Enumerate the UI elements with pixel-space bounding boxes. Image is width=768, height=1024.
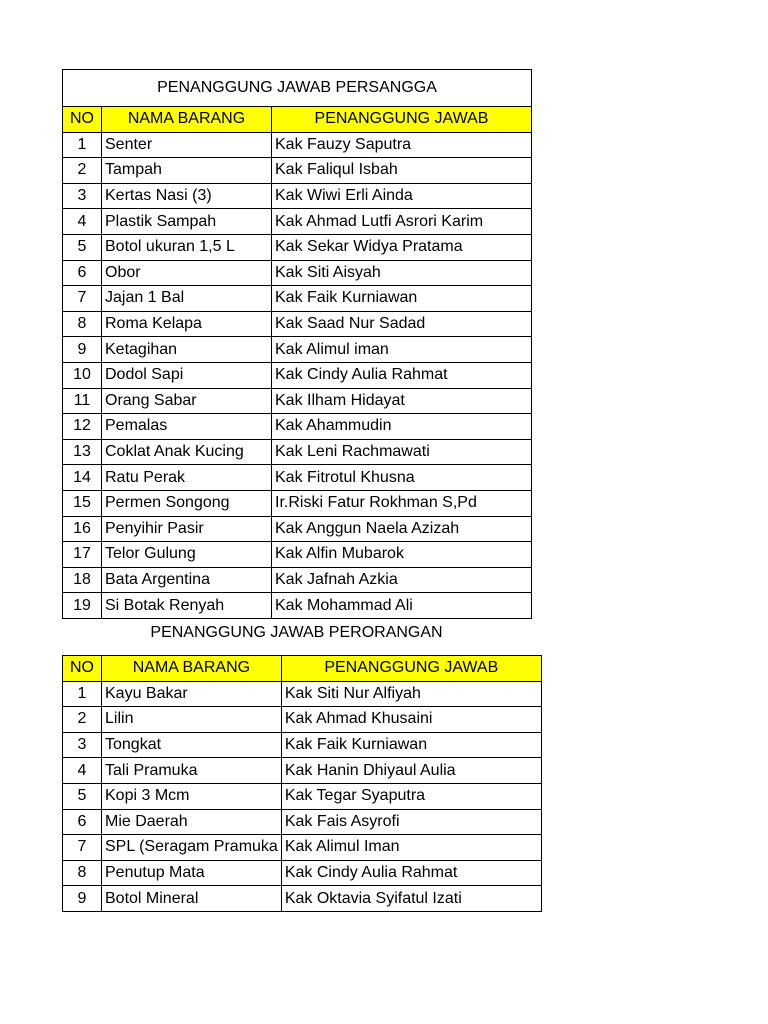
header-no: NO [63,107,102,133]
item-cell: Si Botak Renyah [102,593,272,619]
no-cell: 1 [63,132,102,158]
table-row [63,681,542,707]
item-cell: Lilin [102,707,282,733]
no-cell: 13 [63,439,102,465]
no-cell: 7 [63,286,102,312]
table-row [63,835,542,861]
pic-cell: Kak Ilham Hidayat [272,388,532,414]
no-cell: 2 [63,158,102,184]
no-cell: 8 [63,860,102,886]
header-item: NAMA BARANG [102,107,272,133]
table-row [63,260,532,286]
table-row [63,758,542,784]
table-row [63,286,532,312]
item-cell: Tali Pramuka [102,758,282,784]
pic-cell: Kak Alimul Iman [281,835,541,861]
no-cell: 10 [63,362,102,388]
table-row [63,542,532,568]
table-row [63,490,532,516]
header-pic: PENANGGUNG JAWAB [272,107,532,133]
pic-cell: Kak Ahmad Khusaini [281,707,541,733]
pic-cell: Kak Wiwi Erli Ainda [272,183,532,209]
header-pic: PENANGGUNG JAWAB [281,656,541,682]
item-cell: Botol ukuran 1,5 L [102,234,272,260]
table-row [63,567,532,593]
no-cell: 6 [63,260,102,286]
no-cell: 17 [63,542,102,568]
table-row [63,809,542,835]
item-cell: Telor Gulung [102,542,272,568]
item-cell: Penyihir Pasir [102,516,272,542]
pic-cell: Kak Faik Kurniawan [281,732,541,758]
item-cell: Tampah [102,158,272,184]
table-title-row [63,70,532,107]
item-cell: Plastik Sampah [102,209,272,235]
pic-cell: Kak Faik Kurniawan [272,286,532,312]
item-cell: Kertas Nasi (3) [102,183,272,209]
table-row [63,234,532,260]
item-cell: Botol Mineral [102,886,282,912]
no-cell: 19 [63,593,102,619]
pic-cell: Kak Siti Nur Alfiyah [281,681,541,707]
item-cell: Coklat Anak Kucing [102,439,272,465]
pic-cell: Kak Saad Nur Sadad [272,311,532,337]
item-cell: SPL (Seragam Pramuka [102,835,282,861]
item-cell: Mie Daerah [102,809,282,835]
table-row [63,886,542,912]
pic-cell: Kak Faliqul Isbah [272,158,532,184]
pic-cell: Kak Sekar Widya Pratama [272,234,532,260]
no-cell: 5 [63,783,102,809]
item-cell: Jajan 1 Bal [102,286,272,312]
no-cell: 8 [63,311,102,337]
header-item: NAMA BARANG [102,656,282,682]
no-cell: 6 [63,809,102,835]
pic-cell: Ir.Riski Fatur Rokhman S,Pd [272,490,532,516]
table-row [63,465,532,491]
table-row [63,337,532,363]
item-cell: Kopi 3 Mcm [102,783,282,809]
no-cell: 3 [63,732,102,758]
no-cell: 2 [63,707,102,733]
table-row [63,311,532,337]
no-cell: 4 [63,209,102,235]
item-cell: Permen Songong [102,490,272,516]
table-row [63,183,532,209]
item-cell: Dodol Sapi [102,362,272,388]
no-cell: 14 [63,465,102,491]
table-row [63,158,532,184]
pic-cell: Kak Anggun Naela Azizah [272,516,532,542]
table-row [63,209,532,235]
pic-cell: Kak Alimul iman [272,337,532,363]
item-cell: Bata Argentina [102,567,272,593]
table-row [63,593,532,619]
persangga-table [62,69,532,619]
item-cell: Obor [102,260,272,286]
table-row [63,362,532,388]
pic-cell: Kak Leni Rachmawati [272,439,532,465]
item-cell: Kayu Bakar [102,681,282,707]
no-cell: 7 [63,835,102,861]
perorangan-table [62,655,542,912]
table-row [63,439,532,465]
no-cell: 16 [63,516,102,542]
pic-cell: Kak Ahmad Lutfi Asrori Karim [272,209,532,235]
table-row [63,860,542,886]
no-cell: 3 [63,183,102,209]
header-no: NO [63,656,102,682]
pic-cell: Kak Tegar Syaputra [281,783,541,809]
pic-cell: Kak Siti Aisyah [272,260,532,286]
pic-cell: Kak Cindy Aulia Rahmat [272,362,532,388]
pic-cell: Kak Alfin Mubarok [272,542,532,568]
pic-cell: Kak Ahammudin [272,414,532,440]
table-row [63,132,532,158]
no-cell: 18 [63,567,102,593]
no-cell: 9 [63,337,102,363]
item-cell: Ratu Perak [102,465,272,491]
pic-cell: Kak Fauzy Saputra [272,132,532,158]
section-title-perorangan: PENANGGUNG JAWAB PERORANGAN [150,624,443,641]
table-header-row [63,656,542,682]
table-title: PENANGGUNG JAWAB PERSANGGA [63,70,532,107]
pic-cell: Kak Fitrotul Khusna [272,465,532,491]
table-row [63,732,542,758]
no-cell: 9 [63,886,102,912]
no-cell: 15 [63,490,102,516]
table-row [63,516,532,542]
item-cell: Ketagihan [102,337,272,363]
pic-cell: Kak Jafnah Azkia [272,567,532,593]
item-cell: Roma Kelapa [102,311,272,337]
table-row [63,414,532,440]
pic-cell: Kak Mohammad Ali [272,593,532,619]
pic-cell: Kak Oktavia Syifatul Izati [281,886,541,912]
no-cell: 12 [63,414,102,440]
no-cell: 4 [63,758,102,784]
table-row [63,388,532,414]
item-cell: Orang Sabar [102,388,272,414]
table-row [63,707,542,733]
no-cell: 1 [63,681,102,707]
item-cell: Pemalas [102,414,272,440]
item-cell: Tongkat [102,732,282,758]
item-cell: Penutup Mata [102,860,282,886]
pic-cell: Kak Hanin Dhiyaul Aulia [281,758,541,784]
no-cell: 5 [63,234,102,260]
item-cell: Senter [102,132,272,158]
no-cell: 11 [63,388,102,414]
table-row [63,783,542,809]
table-header-row [63,107,532,133]
pic-cell: Kak Cindy Aulia Rahmat [281,860,541,886]
pic-cell: Kak Fais Asyrofi [281,809,541,835]
